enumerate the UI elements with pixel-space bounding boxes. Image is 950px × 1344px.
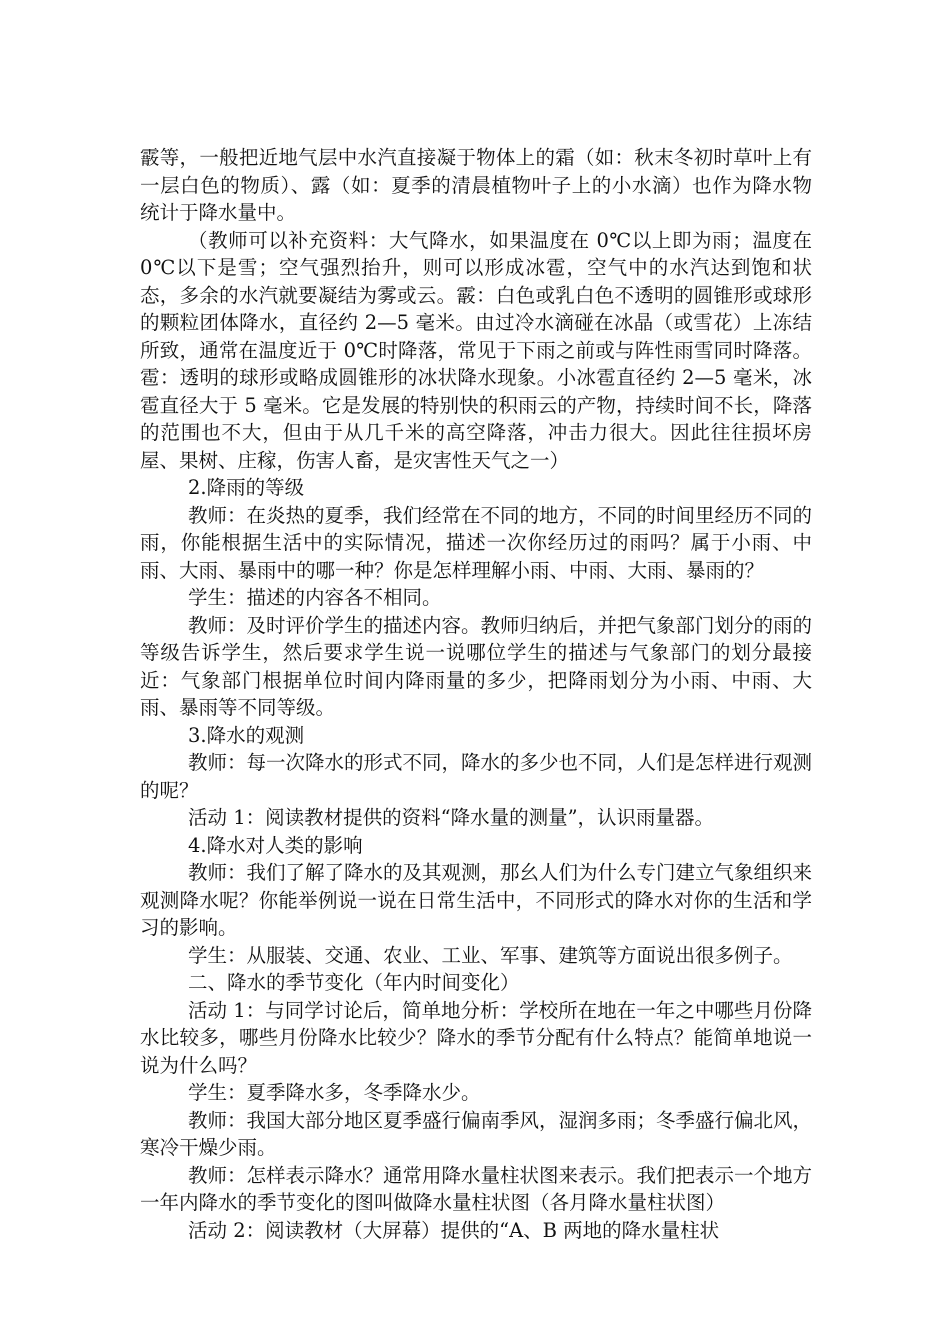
paragraph: 教师：我们了解了降水的及其观测，那幺人们为什么专门建立气象组织来观测降水呢？你能举例说一说在日常生活中，不同形式的降水对你的生活和学习的影响。 xyxy=(140,861,813,939)
paragraph: 学生：描述的内容各不相同。 xyxy=(188,586,442,609)
section-heading: 4.降水对人类的影响 xyxy=(188,833,363,857)
paragraph: 活动 1：阅读教材提供的资料“降水量的测量”，认识雨量器。 xyxy=(188,806,715,829)
paragraph: 教师：在炎热的夏季，我们经常在不同的地方，不同的时间里经历不同的雨，你能根据生活中的实际情况，描述一次你经历过的雨吗？属于小雨、中雨、大雨、暴雨中的哪一种？你是怎样理解小雨、中雨、大雨、暴雨的？ xyxy=(140,503,813,582)
paragraph: 霰等，一般把近地气层中水汽直接凝于物体上的霜（如：秋末冬初时草叶上有一层白色的物质）、露（如：夏季的清晨植物叶子上的小水滴）也作为降水物统计于降水量中。 xyxy=(140,146,812,224)
section-heading: 3.降水的观测 xyxy=(188,723,305,747)
paragraph: 教师：我国大部分地区夏季盛行偏南季风，湿润多雨；冬季盛行偏北风，寒冷干燥少雨。 xyxy=(140,1108,813,1159)
section-heading: 2.降雨的等级 xyxy=(188,476,305,499)
paragraph: 教师：每一次降水的形式不同，降水的多少也不同，人们是怎样进行观测的呢？ xyxy=(140,751,813,802)
paragraph: 学生：从服装、交通、农业、工业、军事、建筑等方面说出很多例子。 xyxy=(188,943,793,967)
paragraph: （教师可以补充资料：大气降水，如果温度在 0℃以上即为雨；温度在 0℃以下是雪；空气强烈抬升，则可以形成冰雹，空气中的水汽达到饱和状态，多余的水汽就要凝结为雾或云。霰：白色或乳白色不透明的圆锥形或球形的颗粒团体降水，直径约 2—5 毫米。由过冷水滴碰在冰晶（或雪花）上冻结所致，通常在温度近于 0℃时降落，常见于下雨之前或与阵性雨雪同时降落。雹：透明的球形或略成圆锥形的冰状降水现象。小冰雹直径约 2—5 毫米，冰雹直径大于 5 毫米。它是发展的特别快的积雨云的产物，持续时间不长，降落的范围也不大，但由于从几千米的高空降落，冲击力很大。因此往往损坏房屋、果树、庄稼，伤害人畜，是灾害性天气之一） xyxy=(140,228,812,472)
body-text xyxy=(140,144,812,1244)
section-heading: 二、降水的季节变化（年内时间变化） xyxy=(188,971,520,994)
paragraph: 活动 2：阅读教材（大屏幕）提供的“A、B 两地的降水量柱状 xyxy=(188,1218,720,1242)
paragraph: 教师：及时评价学生的描述内容。教师归纳后，并把气象部门划分的雨的等级告诉学生，然后要求学生说一说哪位学生的描述与气象部门的划分最接近：气象部门根据单位时间内降雨量的多少，把降雨划分为小雨、中雨、大雨、暴雨等不同等级。 xyxy=(140,613,813,719)
paragraph: 学生：夏季降水多，冬季降水少。 xyxy=(188,1081,481,1104)
paragraph: 教师：怎样表示降水？通常用降水量柱状图来表示。我们把表示一个地方一年内降水的季节变化的图叫做降水量柱状图（各月降水量柱状图） xyxy=(140,1163,813,1214)
paragraph: 活动 1：与同学讨论后，简单地分析：学校所在地在一年之中哪些月份降水比较多，哪些月份降水比较少？降水的季节分配有什么特点？能简单地说一说为什么吗？ xyxy=(140,998,812,1077)
